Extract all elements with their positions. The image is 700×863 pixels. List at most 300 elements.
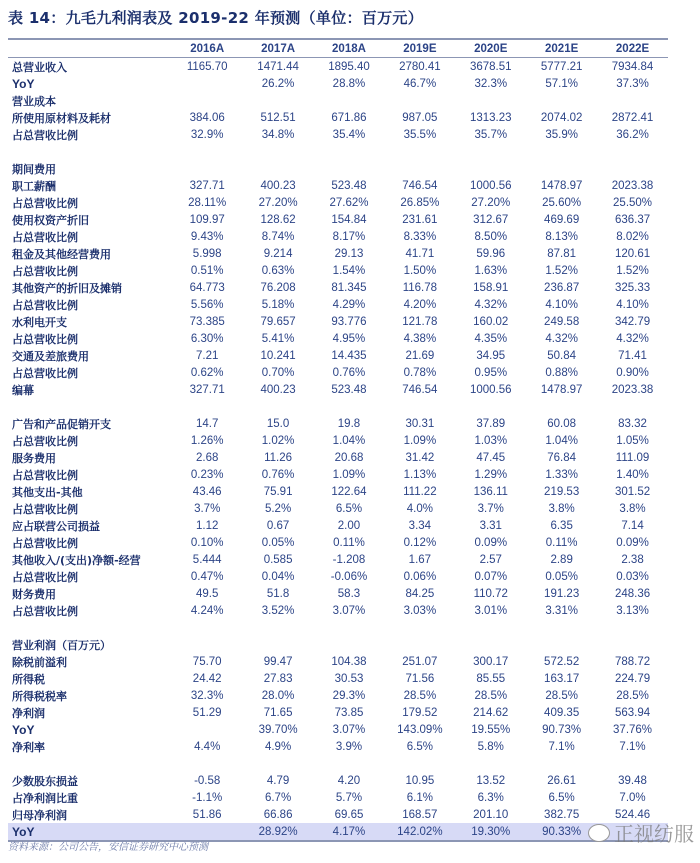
value-cell: 4.10% — [545, 298, 578, 311]
value-cell: 36.2% — [616, 128, 649, 141]
value-cell: 160.02 — [473, 315, 509, 328]
value-cell: 9.214 — [263, 247, 293, 260]
table-row — [8, 228, 668, 245]
value-cell: 29.13 — [334, 247, 364, 260]
value-cell: 0.76% — [332, 366, 366, 379]
value-cell: 19.30% — [471, 825, 511, 838]
value-cell: 5.56% — [190, 298, 224, 311]
value-cell: 81.345 — [331, 281, 367, 294]
row-label: 除税前溢利 — [12, 655, 67, 669]
value-cell: 5.998 — [192, 247, 222, 260]
row-label: 净利率 — [12, 740, 45, 754]
value-cell: 93.776 — [331, 315, 367, 328]
value-cell: 31.42 — [405, 451, 435, 464]
table-row — [8, 279, 668, 296]
value-cell: 6.30% — [190, 332, 224, 345]
value-cell: 39.70% — [258, 723, 298, 736]
row-label: 归母净利润 — [12, 808, 67, 822]
value-cell: 2.89 — [550, 553, 573, 566]
value-cell: 27.83 — [263, 672, 293, 685]
value-cell: 572.52 — [544, 655, 580, 668]
row-label: 占总营收比例 — [12, 264, 78, 278]
value-cell: -0.58 — [194, 774, 221, 787]
value-cell: 6.7% — [264, 791, 292, 804]
value-cell: 4.20% — [403, 298, 437, 311]
value-cell: 11.26 — [264, 451, 293, 464]
value-cell: 28.5% — [616, 689, 649, 702]
value-cell: 50.84 — [547, 349, 577, 362]
value-cell: 1478.97 — [540, 383, 583, 396]
value-cell: 312.67 — [473, 213, 509, 226]
value-cell: 8.17% — [332, 230, 366, 243]
value-cell: 7.1% — [619, 740, 646, 753]
row-label: 服务费用 — [12, 451, 56, 465]
value-cell: 57.1% — [545, 77, 578, 90]
header-cell: 2020E — [474, 42, 508, 55]
value-cell: 39.48 — [618, 774, 647, 787]
value-cell: 35.5% — [403, 128, 437, 141]
value-cell: 0.09% — [616, 536, 649, 549]
table-row — [8, 789, 668, 806]
table-row — [8, 211, 668, 228]
value-cell: 120.61 — [614, 247, 651, 260]
row-label: 应占联营公司损益 — [12, 519, 100, 533]
value-cell: 1.09% — [403, 434, 437, 447]
value-cell: 191.23 — [544, 587, 580, 600]
value-cell: 0.03% — [616, 570, 649, 583]
table-row — [8, 449, 668, 466]
value-cell: 51.29 — [192, 706, 222, 719]
value-cell: 85.55 — [476, 672, 506, 685]
value-cell: 6.35 — [550, 519, 573, 532]
row-label: 占总营收比例 — [12, 536, 78, 550]
table-row — [8, 347, 668, 364]
value-cell: 1.13% — [403, 468, 437, 481]
table-row — [8, 551, 668, 568]
value-cell: 37.76% — [613, 723, 653, 736]
row-label: 交通及差旅费用 — [12, 349, 89, 363]
value-cell: 325.33 — [614, 281, 651, 294]
value-cell: 32.3% — [190, 689, 224, 702]
value-cell: 3.8% — [548, 502, 575, 515]
value-cell: 0.76% — [261, 468, 295, 481]
table-row — [8, 755, 668, 772]
value-cell: 1.52% — [616, 264, 649, 277]
value-cell: 46.7% — [403, 77, 437, 90]
table-row — [8, 262, 668, 279]
value-cell: 6.1% — [406, 791, 433, 804]
value-cell: 24.42 — [192, 672, 222, 685]
table-row — [8, 534, 668, 551]
value-cell: 87.81 — [547, 247, 577, 260]
value-cell: 4.10% — [616, 298, 649, 311]
value-cell: 5.41% — [261, 332, 295, 345]
value-cell: 671.86 — [331, 111, 367, 124]
value-cell: 2.68 — [196, 451, 219, 464]
row-label: 占总营收比例 — [12, 332, 78, 346]
value-cell: 9.43% — [190, 230, 224, 243]
value-cell: 30.31 — [405, 417, 435, 430]
value-cell: 746.54 — [402, 383, 438, 396]
table-row — [8, 568, 668, 585]
value-cell: 37.89 — [476, 417, 506, 430]
row-label: 营业成本 — [12, 94, 56, 108]
table-row — [8, 738, 668, 755]
value-cell: 3.34 — [408, 519, 432, 532]
value-cell: 29.3% — [332, 689, 366, 702]
row-label: 占总营收比例 — [12, 230, 78, 244]
table-row — [8, 806, 668, 823]
header-cell: 2018A — [332, 42, 366, 55]
value-cell: 84.25 — [405, 587, 435, 600]
row-label: 占总营收比例 — [12, 502, 78, 516]
value-cell: 409.35 — [544, 706, 580, 719]
value-cell: 14.435 — [331, 349, 367, 362]
row-label: 编幕 — [12, 383, 34, 397]
value-cell: 75.91 — [263, 485, 293, 498]
watermark-text: 正视纺服 — [614, 822, 694, 846]
header-cell: 2019E — [403, 42, 437, 55]
value-cell: 0.67 — [266, 519, 290, 532]
value-cell: 64.773 — [189, 281, 225, 294]
table-row — [8, 398, 668, 415]
value-cell: 2023.38 — [611, 383, 654, 396]
value-cell: 37.3% — [616, 77, 649, 90]
value-cell: 30.53 — [334, 672, 364, 685]
row-label: 占总营收比例 — [12, 604, 78, 618]
table-body — [8, 58, 668, 842]
value-cell: 469.69 — [544, 213, 580, 226]
value-cell: 301.52 — [614, 485, 651, 498]
value-cell: 49.5 — [196, 587, 219, 600]
value-cell: 41.71 — [405, 247, 435, 260]
value-cell: 0.47% — [190, 570, 224, 583]
value-cell: 0.63% — [261, 264, 295, 277]
value-cell: 4.0% — [406, 502, 433, 515]
value-cell: 26.61 — [547, 774, 577, 787]
value-cell: 1.40% — [616, 468, 649, 481]
value-cell: 111.22 — [403, 485, 437, 498]
header-cell: 2017A — [261, 42, 296, 55]
table-row — [8, 75, 668, 92]
value-cell: 25.50% — [613, 196, 653, 209]
value-cell: 3.7% — [477, 502, 504, 515]
row-label: 总营业收入 — [12, 60, 67, 74]
value-cell: 1.29% — [474, 468, 508, 481]
value-cell: 28.92% — [258, 825, 298, 838]
value-cell: 8.74% — [261, 230, 295, 243]
value-cell: 382.75 — [544, 808, 580, 821]
value-cell: 1.03% — [474, 434, 508, 447]
value-cell: 4.95% — [332, 332, 366, 345]
value-cell: 66.86 — [263, 808, 293, 821]
value-cell: 0.09% — [474, 536, 508, 549]
value-cell: 1.52% — [545, 264, 578, 277]
value-cell: 249.58 — [544, 315, 580, 328]
value-cell: 0.07% — [474, 570, 508, 583]
row-label: 期间费用 — [12, 162, 56, 176]
value-cell: 400.23 — [260, 179, 296, 192]
value-cell: 400.23 — [260, 383, 296, 396]
value-cell: 35.9% — [545, 128, 578, 141]
value-cell: 27.20% — [471, 196, 511, 209]
table-row — [8, 636, 668, 653]
value-cell: 236.87 — [544, 281, 580, 294]
value-cell: 231.61 — [402, 213, 438, 226]
value-cell: 8.50% — [474, 230, 508, 243]
value-cell: 73.385 — [189, 315, 225, 328]
table-row — [8, 687, 668, 704]
value-cell: 3.9% — [335, 740, 363, 753]
value-cell: 26.2% — [261, 77, 295, 90]
value-cell: 4.38% — [403, 332, 437, 345]
row-label: 所得税 — [12, 672, 45, 686]
row-label: 财务费用 — [12, 587, 56, 601]
value-cell: 28.5% — [545, 689, 578, 702]
table-row — [8, 619, 668, 636]
table-title: 表 14：九毛九利润表及 2019-22 年预测（单位：百万元） — [8, 9, 423, 27]
value-cell: 168.57 — [402, 808, 438, 821]
table-row — [8, 415, 668, 432]
table-row — [8, 160, 668, 177]
value-cell: 1478.97 — [540, 179, 583, 192]
value-cell: 58.3 — [337, 587, 361, 600]
value-cell: 7.14 — [621, 519, 644, 532]
table-row — [8, 245, 668, 262]
value-cell: 0.06% — [403, 570, 437, 583]
value-cell: 8.13% — [545, 230, 578, 243]
table-row — [8, 432, 668, 449]
value-cell: 27.62% — [329, 196, 369, 209]
row-label: 广告和产品促销开支 — [12, 417, 111, 431]
table-row — [8, 194, 668, 211]
value-cell: 51.86 — [192, 808, 222, 821]
value-cell: 1000.56 — [469, 179, 512, 192]
value-cell: 1.09% — [332, 468, 366, 481]
row-label: 占总营收比例 — [12, 434, 78, 448]
row-label: YoY — [12, 76, 35, 91]
table-row — [8, 585, 668, 602]
value-cell: 3.07% — [332, 723, 366, 736]
source-note: 资料来源：公司公告，安信证券研究中心预测 — [8, 842, 208, 853]
value-cell: 28.0% — [261, 689, 295, 702]
value-cell: 3.31% — [545, 604, 578, 617]
value-cell: 987.05 — [402, 111, 438, 124]
value-cell: 71.65 — [263, 706, 293, 719]
value-cell: 636.37 — [614, 213, 651, 226]
value-cell: 116.78 — [402, 281, 438, 294]
value-cell: 6.5% — [335, 502, 363, 515]
value-cell: 71.56 — [405, 672, 435, 685]
value-cell: 43.46 — [192, 485, 222, 498]
value-cell: 0.585 — [263, 553, 293, 566]
row-label: 职工薪酬 — [12, 179, 56, 193]
value-cell: 1471.44 — [257, 60, 299, 73]
row-label: 水利电开支 — [12, 315, 67, 329]
value-cell: 90.33% — [542, 825, 582, 838]
table-row — [8, 704, 668, 721]
value-cell: 59.96 — [476, 247, 506, 260]
value-cell: 1.33% — [545, 468, 578, 481]
table-row — [8, 500, 668, 517]
value-cell: 128.62 — [260, 213, 296, 226]
value-cell: 71.41 — [618, 349, 647, 362]
value-cell: 69.65 — [334, 808, 364, 821]
value-cell: 6.5% — [406, 740, 433, 753]
value-cell: 1.04% — [545, 434, 578, 447]
row-label: 占总营收比例 — [12, 570, 78, 584]
value-cell: 1.05% — [616, 434, 649, 447]
value-cell: 4.9% — [264, 740, 292, 753]
row-label: 所得税税率 — [12, 689, 67, 703]
row-label: 租金及其他经营费用 — [12, 247, 111, 261]
value-cell: 163.17 — [544, 672, 580, 685]
table-row — [8, 143, 668, 160]
value-cell: 248.36 — [614, 587, 651, 600]
value-cell: 2023.38 — [611, 179, 654, 192]
header-cell: 2022E — [615, 42, 650, 55]
value-cell: 158.91 — [473, 281, 509, 294]
value-cell: 524.46 — [614, 808, 651, 821]
table-row — [8, 364, 668, 381]
value-cell: 21.69 — [405, 349, 435, 362]
row-label: 占总营收比例 — [12, 196, 78, 210]
value-cell: 251.07 — [402, 655, 438, 668]
value-cell: 19.55% — [471, 723, 511, 736]
value-cell: 34.95 — [476, 349, 506, 362]
value-cell: 2074.02 — [540, 111, 583, 124]
value-cell: 27.20% — [258, 196, 298, 209]
value-cell: 51.8 — [266, 587, 290, 600]
row-label: 少数股东损益 — [12, 774, 78, 788]
value-cell: 154.84 — [331, 213, 367, 226]
value-cell: 1.12 — [196, 519, 219, 532]
value-cell: 7.21 — [196, 349, 219, 362]
value-cell: 32.3% — [474, 77, 508, 90]
value-cell: 35.4% — [332, 128, 366, 141]
value-cell: 6.3% — [477, 791, 504, 804]
value-cell: 0.10% — [190, 536, 224, 549]
value-cell: 83.32 — [618, 417, 647, 430]
value-cell: 4.24% — [190, 604, 224, 617]
value-cell: 3.8% — [619, 502, 646, 515]
row-label: 占总营收比例 — [12, 128, 78, 142]
value-cell: 0.23% — [190, 468, 224, 481]
value-cell: 10.95 — [405, 774, 435, 787]
table-row — [8, 466, 668, 483]
table-row — [8, 330, 668, 347]
value-cell: 1000.56 — [469, 383, 512, 396]
value-cell: 28.5% — [474, 689, 508, 702]
value-cell: -1.208 — [332, 553, 366, 566]
value-cell: 300.17 — [473, 655, 509, 668]
value-cell: 0.51% — [190, 264, 224, 277]
row-label: 占总营收比例 — [12, 366, 78, 380]
value-cell: 5.7% — [335, 791, 363, 804]
value-cell: 4.35% — [474, 332, 508, 345]
value-cell: 4.17% — [332, 825, 366, 838]
value-cell: 4.29% — [332, 298, 366, 311]
value-cell: 2.57 — [479, 553, 502, 566]
value-cell: 201.10 — [473, 808, 509, 821]
value-cell: 1.02% — [261, 434, 295, 447]
value-cell: 0.95% — [474, 366, 508, 379]
row-label: 使用权资产折旧 — [12, 213, 89, 227]
value-cell: 342.79 — [614, 315, 651, 328]
value-cell: 224.79 — [614, 672, 651, 685]
value-cell: 75.70 — [192, 655, 222, 668]
value-cell: 1895.40 — [328, 60, 370, 73]
value-cell: 0.11% — [333, 536, 365, 549]
value-cell: 0.12% — [403, 536, 437, 549]
value-cell: 28.5% — [403, 689, 437, 702]
value-cell: 3678.51 — [469, 60, 512, 73]
value-cell: 5.444 — [192, 553, 222, 566]
value-cell: 384.06 — [189, 111, 225, 124]
row-label: 所使用原材料及耗材 — [12, 111, 111, 125]
value-cell: 20.68 — [334, 451, 364, 464]
value-cell: 4.20 — [337, 774, 361, 787]
table-row — [8, 58, 668, 75]
value-cell: 2.00 — [337, 519, 361, 532]
value-cell: 746.54 — [402, 179, 438, 192]
table-row — [8, 653, 668, 670]
value-cell: 76.208 — [260, 281, 296, 294]
row-label: 其他收入/(支出)净额-经营 — [12, 553, 141, 567]
value-cell: 25.60% — [542, 196, 582, 209]
row-label: 占总营收比例 — [12, 298, 78, 312]
table-row — [8, 721, 668, 738]
value-cell: 60.08 — [547, 417, 577, 430]
value-cell: 7.0% — [619, 791, 646, 804]
value-cell: -1.1% — [192, 791, 223, 804]
value-cell: 28.11% — [188, 196, 227, 209]
value-cell: 0.05% — [261, 536, 295, 549]
row-label: YoY — [12, 722, 35, 737]
value-cell: 14.7 — [196, 417, 219, 430]
value-cell: 3.01% — [474, 604, 508, 617]
value-cell: 3.13% — [616, 604, 649, 617]
value-cell: 327.71 — [189, 383, 225, 396]
value-cell: 142.02% — [397, 825, 443, 838]
value-cell: 1.54% — [332, 264, 366, 277]
value-cell: 0.70% — [261, 366, 295, 379]
value-cell: 5.8% — [477, 740, 504, 753]
row-label: 占净利润比重 — [12, 791, 78, 805]
value-cell: 4.32% — [545, 332, 578, 345]
wechat-icon — [588, 824, 610, 842]
value-cell: 76.84 — [547, 451, 577, 464]
value-cell: 512.51 — [260, 111, 296, 124]
value-cell: 3.7% — [194, 502, 221, 515]
table-row — [8, 92, 668, 109]
value-cell: 6.5% — [548, 791, 575, 804]
value-cell: 0.11% — [545, 536, 578, 549]
value-cell: 563.94 — [614, 706, 651, 719]
row-label: 营业利润（百万元） — [12, 638, 111, 652]
table-row — [8, 517, 668, 534]
value-cell: 3.03% — [403, 604, 437, 617]
value-cell: 73.85 — [334, 706, 364, 719]
table-row — [8, 109, 668, 126]
row-label: 占总营收比例 — [12, 468, 78, 482]
value-cell: 1313.23 — [469, 111, 512, 124]
value-cell: 5.2% — [264, 502, 292, 515]
value-cell: 7.1% — [548, 740, 575, 753]
value-cell: 13.52 — [476, 774, 506, 787]
value-cell: 0.05% — [545, 570, 578, 583]
table-row — [8, 126, 668, 143]
